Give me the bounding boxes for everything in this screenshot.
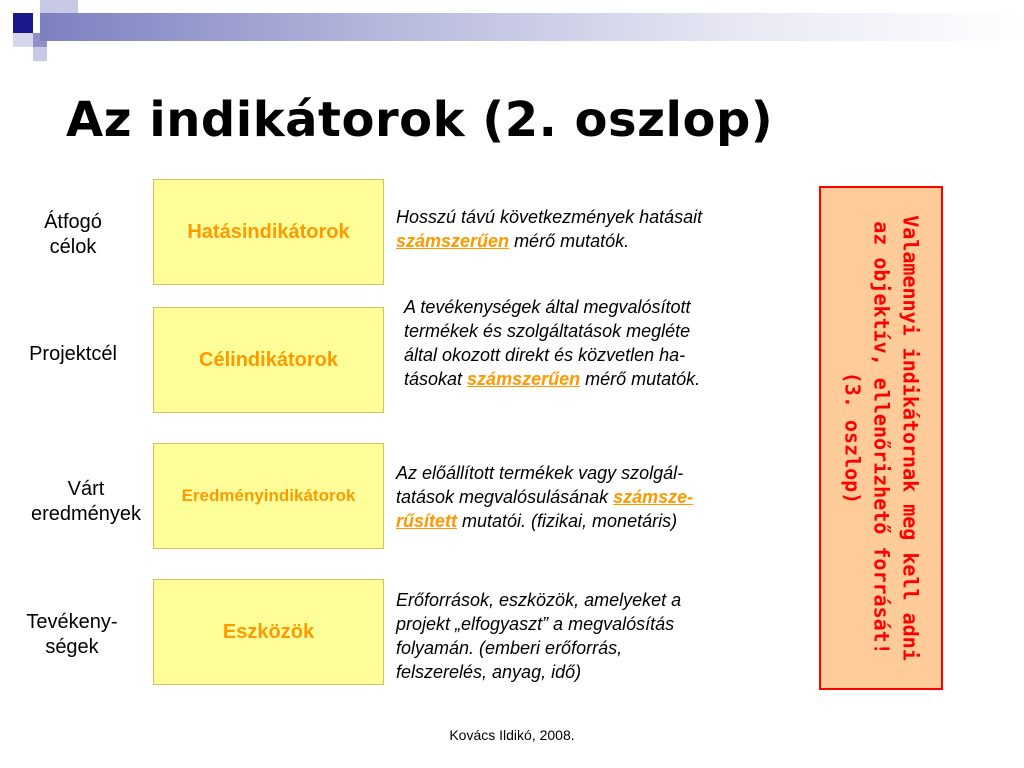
decor-square-light (33, 47, 47, 61)
highlight-szamszerusitett: rűsített (396, 511, 458, 531)
desc-eszkozok: Erőforrások, eszközök, amelyeket a projekt „elfogyaszt” a megvalósítás folyamán. (emberi erőforrás, felszerelés, anyag, idő) (396, 590, 682, 682)
row-label-vart-eredmenyek: Várt eredmények (30, 478, 142, 525)
row-label-atfogo-celok: Átfogó célok (44, 211, 102, 258)
decor-square-light (40, 0, 60, 13)
slide-title: Az indikátorok (2. oszlop) (66, 92, 774, 148)
desc-eredmeny: Az előállított termékek vagy szolgál- tatások megvalósulásának számsze- rűsített mutatói. (fizikai, monetáris) (396, 463, 694, 531)
decor-square-light (13, 33, 33, 47)
row-label-tevekenysegek: Tevékeny- ségek (26, 611, 118, 658)
indicator-box-eredmeny: Eredményindikátorok (153, 443, 384, 549)
row-label-projektcel: Projektcél (29, 343, 117, 365)
header-gradient-bar (40, 13, 1024, 41)
indicator-box-hatas: Hatásindikátorok (153, 179, 384, 285)
indicator-box-eszkozok: Eszközök (153, 579, 384, 685)
decor-square-dark (13, 13, 33, 33)
side-note-text: Valamennyi indikátornak meg kell adni az objektív, ellenőrizhető forrását! (3. oszlop) (840, 215, 923, 661)
highlight-szamszeruen: számszerűen (396, 231, 510, 251)
side-note-box (819, 186, 943, 690)
desc-hatas: Hosszú távú következmények hatásait számszerűen mérő mutatók. (396, 207, 703, 251)
highlight-szamszerusitett: számsze- (613, 487, 694, 507)
desc-cel: A tevékenységek által megvalósított termékek és szolgáltatások megléte által okozott direkt és közvetlen ha- tásokat számszerűen mérő mutatók. (404, 297, 701, 389)
highlight-szamszeruen: számszerűen (467, 369, 581, 389)
footer-author: Kovács Ildikó, 2008. (449, 727, 575, 743)
indicator-box-cel: Célindikátorok (153, 307, 384, 413)
